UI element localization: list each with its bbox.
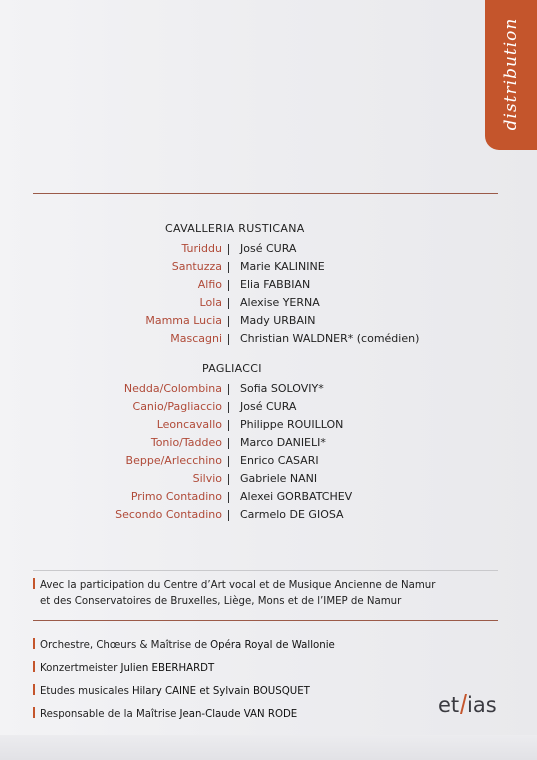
separator-bar: [228, 420, 229, 431]
separator-bar: [228, 438, 229, 449]
cast-row: [0, 470, 537, 488]
separator-bar: [228, 262, 229, 273]
credits-divider: [33, 620, 498, 621]
cast-row: [0, 312, 537, 330]
accent-bar: [33, 638, 35, 649]
cast-row: [0, 398, 537, 416]
cast-row: [0, 506, 537, 524]
credit-name: Opéra Royal de Wallonie: [210, 640, 335, 651]
cast-row: [0, 416, 537, 434]
singer-name: Marie KALININE: [240, 260, 325, 273]
cast-row: [0, 488, 537, 506]
cast-row: [0, 330, 537, 348]
singer-name: Alexise YERNA: [240, 296, 320, 309]
separator-bar: [228, 244, 229, 255]
credit-label: Orchestre, Chœurs & Maîtrise de: [40, 640, 208, 651]
cast-row: [0, 240, 537, 258]
role-name: Canio/Pagliaccio: [132, 400, 222, 413]
cavalleria-title: CAVALLERIA RUSTICANA: [165, 222, 305, 235]
singer-name: José CURA: [240, 400, 297, 413]
credit-line: [33, 638, 335, 653]
credit-line: [33, 684, 310, 699]
separator-bar: [228, 280, 229, 291]
role-name: Mamma Lucia: [145, 314, 222, 327]
distribution-tab: [485, 0, 537, 150]
participation-line-1: Avec la participation du Centre d’Art vocal et de Musique Ancienne de Namur: [40, 580, 436, 591]
role-name: Nedda/Colombina: [123, 382, 222, 395]
singer-name: Enrico CASARI: [240, 454, 319, 467]
cast-row: [0, 276, 537, 294]
credit-line: [33, 661, 214, 676]
cast-row: [0, 258, 537, 276]
role-name: Turiddu: [181, 242, 222, 255]
top-divider: [33, 193, 498, 194]
singer-name: José CURA: [240, 242, 297, 255]
credit-line: [33, 707, 297, 722]
faint-divider: [33, 570, 498, 571]
accent-bar: [33, 684, 35, 695]
credit-label: Etudes musicales: [40, 686, 129, 697]
role-name: Leoncavallo: [156, 418, 222, 431]
role-name: Mascagni: [170, 332, 222, 345]
credit-name: Julien EBERHARDT: [120, 663, 215, 674]
singer-name: Elia FABBIAN: [240, 278, 311, 291]
singer-name: Christian WALDNER* (comédien): [240, 332, 420, 345]
cast-row: [0, 452, 537, 470]
separator-bar: [228, 456, 229, 467]
accent-bar: [33, 661, 35, 672]
ethias-logo: [438, 690, 508, 722]
separator-bar: [228, 492, 229, 503]
tab-label: distribution: [501, 17, 521, 131]
participation-note: [33, 578, 435, 610]
credit-label: Responsable de la Maîtrise: [40, 709, 177, 720]
footer-strip: [0, 735, 537, 760]
role-name: Silvio: [192, 472, 222, 485]
participation-line-2: et des Conservatoires de Bruxelles, Liège, Mons et de l’IMEP de Namur: [40, 596, 402, 607]
singer-name: Philippe ROUILLON: [240, 418, 344, 431]
cast-row: [0, 294, 537, 312]
accent-bar: [33, 578, 35, 589]
separator-bar: [228, 384, 229, 395]
singer-name: Marco DANIELI*: [240, 436, 326, 449]
logo-wordmark: et: [438, 693, 460, 717]
credit-name: Jean-Claude VAN RODE: [179, 709, 298, 720]
pagliacci-title: PAGLIACCI: [202, 362, 262, 375]
credit-name: Hilary CAINE et Sylvain BOUSQUET: [131, 686, 310, 697]
separator-bar: [228, 334, 229, 345]
separator-bar: [228, 402, 229, 413]
separator-bar: [228, 474, 229, 485]
separator-bar: [228, 510, 229, 521]
singer-name: Gabriele NANI: [240, 472, 318, 485]
role-name: Beppe/Arlecchino: [125, 454, 222, 467]
logo-slash-mark: [460, 694, 467, 714]
cast-row: [0, 434, 537, 452]
credit-label: Konzertmeister: [40, 663, 118, 674]
role-name: Lola: [199, 296, 222, 309]
role-name: Primo Contadino: [130, 490, 222, 503]
singer-name: Carmelo DE GIOSA: [240, 508, 344, 521]
role-name: Alfio: [197, 278, 222, 291]
cast-row: [0, 380, 537, 398]
role-name: Santuzza: [171, 260, 222, 273]
accent-bar: [33, 707, 35, 718]
separator-bar: [228, 298, 229, 309]
singer-name: Alexei GORBATCHEV: [240, 490, 353, 503]
role-name: Secondo Contadino: [115, 508, 222, 521]
singer-name: Sofia SOLOVIY*: [240, 382, 324, 395]
role-name: Tonio/Taddeo: [150, 436, 222, 449]
logo-wordmark-end: ias: [467, 693, 497, 717]
separator-bar: [228, 316, 229, 327]
singer-name: Mady URBAIN: [240, 314, 316, 327]
